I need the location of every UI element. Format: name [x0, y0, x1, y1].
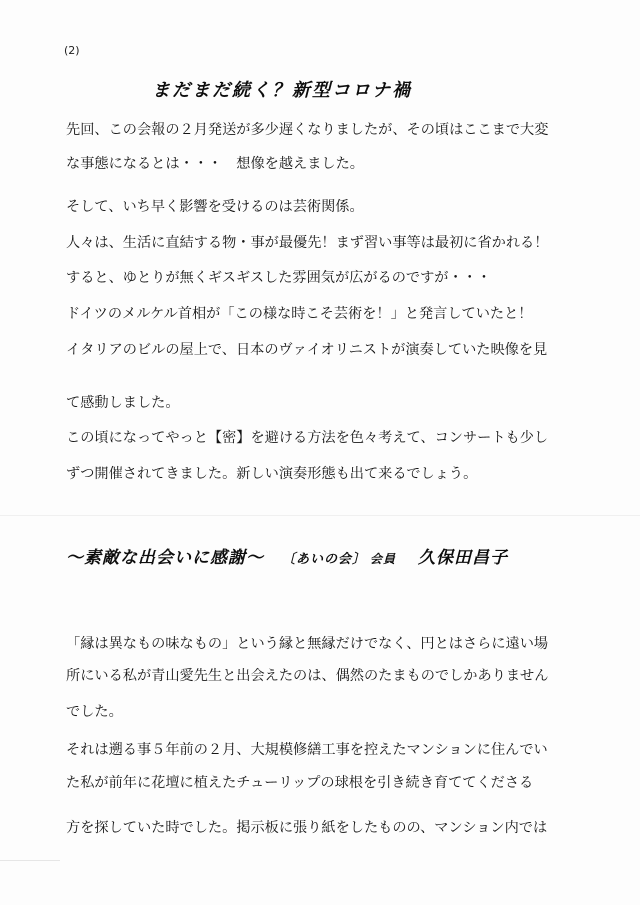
section1-line: 人々は、生活に直結する物・事が最優先！まず習い事等は最初に省かれる！ [66, 235, 549, 251]
section2-role: 会員 [370, 552, 397, 566]
section1-line: すると、ゆとりが無くギスギスした雰囲気が広がるのですが・・・ [66, 270, 492, 286]
section2-line: 所にいる私が青山愛先生と出会えたのは、偶然のたまものでしかありません [66, 668, 549, 684]
page-title: まだまだ続く？新型コロナ禍 [152, 80, 412, 101]
section1-line: そして、いち早く影響を受けるのは芸術関係。 [66, 199, 364, 215]
section1-line: ずつ開催されてきました。新しい演奏形態も出て来るでしょう。 [66, 466, 478, 482]
section2-author: 久保田昌子 [418, 548, 509, 568]
section2-line: 「縁は異なもの味なもの」という縁と無縁だけでなく、円とはさらに遠い場 [66, 636, 549, 652]
section1-line: 先回、この会報の２月発送が多少遅くなりましたが、その頃はここまで大変 [66, 122, 549, 138]
section2-line: 方を探していた時でした。掲示板に張り紙をしたものの、マンション内では [66, 820, 548, 836]
section2-org: 〔あいの会〕 [282, 552, 367, 567]
section2-line: でした。 [66, 704, 123, 720]
section2-line: それは遡る事５年前の２月、大規模修繕工事を控えたマンションに住んでい [66, 742, 548, 758]
section2-heading [66, 543, 508, 568]
scan-mark [0, 515, 640, 516]
page-number: (2) [64, 44, 80, 57]
section1-line: イタリアのビルの屋上で、日本のヴァイオリニストが演奏していた映像を見 [66, 342, 548, 358]
scan-mark [0, 860, 60, 861]
section1-line: この頃になってやっと【密】を避ける方法を色々考えて、コンサートも少し [66, 430, 549, 446]
section1-line: ドイツのメルケル首相が「この様な時こそ芸術を！」と発言していたと！ [66, 306, 533, 322]
section1-line: て感動しました。 [66, 395, 180, 411]
section2-line: た私が前年に花壇に植えたチューリップの球根を引き続き育ててくださる [66, 775, 534, 791]
section2-title: ～素敵な出会いに感謝～ [66, 548, 264, 568]
section1-line: な事態になるとは・・・ 想像を越えました。 [66, 156, 364, 172]
